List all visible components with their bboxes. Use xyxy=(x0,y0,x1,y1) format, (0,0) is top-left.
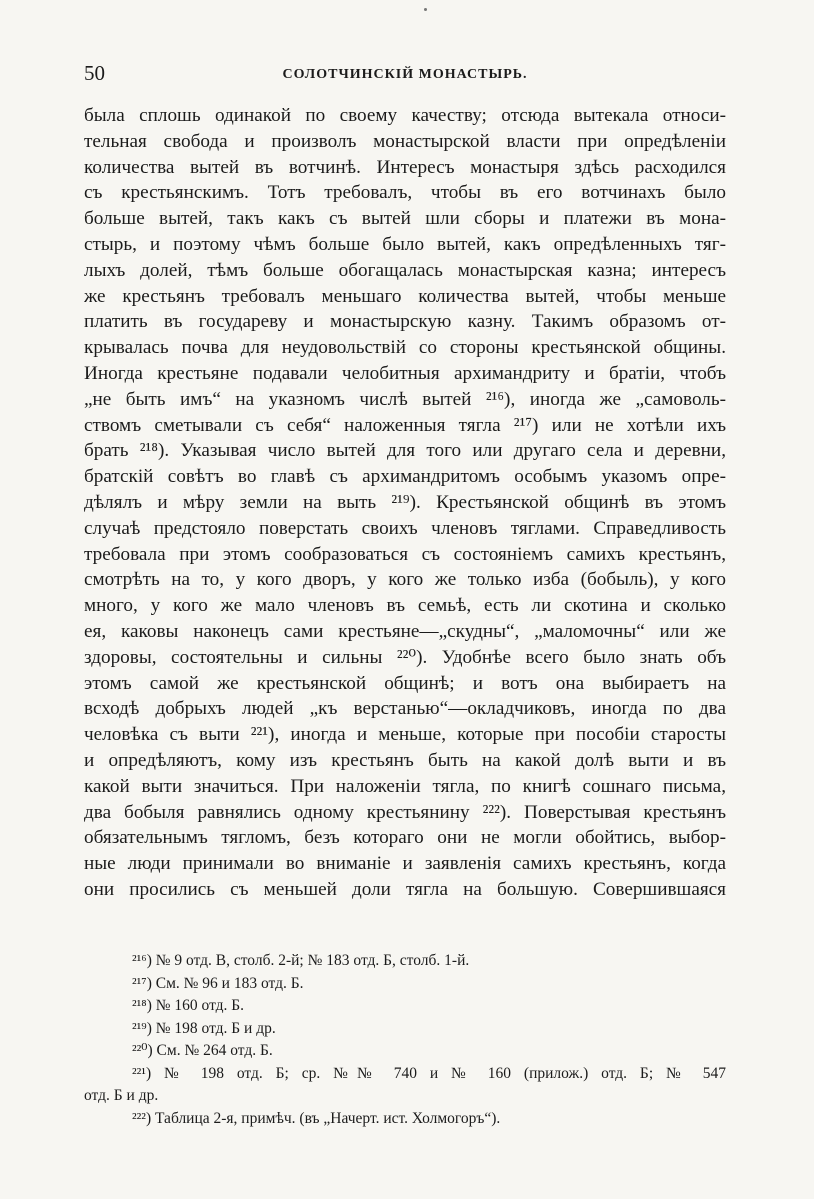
text-line: всходѣ добрыхъ людей „къ верстанью“—окладчиковъ, иногда по два xyxy=(84,698,726,720)
page-number: 50 xyxy=(84,61,105,85)
paper-speck xyxy=(424,8,427,11)
text-line: крывалась почва для неудовольствій со стороны крестьянской общины. xyxy=(84,337,726,359)
text-line: смотрѣть на то, у кого дворъ, у кого же только изба (бобыль), у кого xyxy=(84,569,726,591)
text-line: брать ²¹⁸). Указывая число вытей для того или другаго села и деревни, xyxy=(84,440,726,462)
text-line: ствомъ сметывали съ себя“ наложенныя тягла ²¹⁷) или не хотѣли ихъ xyxy=(84,414,726,436)
running-title: СОЛОТЧИНСКІЙ МОНАСТЫРЬ. xyxy=(282,67,528,82)
text-line: требовала при этомъ сообразоваться съ состояніемъ самихъ крестьянъ, xyxy=(84,543,726,565)
footnote: ²²⁰) См. № 264 отд. Б. xyxy=(132,1042,273,1059)
text-line: стырь, и поэтому чѣмъ больше было вытей, какъ опредѣленныхъ тяг- xyxy=(84,233,726,255)
text-line: человѣка съ выти ²²¹), иногда и меньше, которые при пособіи старосты xyxy=(84,724,726,746)
footnote: ²²²) Таблица 2-я, примѣч. (въ „Начерт. ист. Холмогоръ“). xyxy=(132,1109,501,1127)
text-line: этомъ самой же крестьянской общинѣ; и вотъ она выбираетъ на xyxy=(84,672,726,694)
text-line: больше вытей, такъ какъ съ вытей шли сборы и платежи въ мона- xyxy=(84,208,726,230)
text-line: случаѣ предстояло поверстать своихъ членовъ тяглами. Справедливость xyxy=(84,517,726,539)
main-text xyxy=(84,103,726,903)
text-line: съ крестьянскимъ. Тотъ требовалъ, чтобы въ его вотчинахъ было xyxy=(84,182,726,204)
text-line: количества вытей въ вотчинѣ. Интересъ монастыря здѣсь расходился xyxy=(84,156,726,178)
text-line: ея, каковы наконецъ сами крестьяне—„скудны“, „маломочны“ или же xyxy=(84,620,726,642)
text-line: „не быть имъ“ на указномъ числѣ вытей ²¹⁶), иногда же „самоволь- xyxy=(84,388,726,410)
footnote: ²¹⁶) № 9 отд. В, столб. 2-й; № 183 отд. Б, столб. 1-й. xyxy=(132,952,470,969)
text-line: два бобыля равнялись одному крестьянину ²²²). Поверстывая крестьянъ xyxy=(84,801,726,823)
text-line: братскій совѣтъ во главѣ съ архимандритомъ особымъ указомъ опре- xyxy=(84,466,726,488)
footnotes xyxy=(84,950,726,1130)
text-line: здоровы, состоятельны и сильны ²²⁰). Удобнѣе всего было знать объ xyxy=(84,646,726,668)
text-line: обязательнымъ тягломъ, безъ котораго они не могли обойтись, выбор- xyxy=(84,827,726,849)
footnote: ²¹⁸) № 160 отд. Б. xyxy=(132,997,245,1014)
text-line: они просились съ меньшей доли тягла на большую. Совершившаяся xyxy=(84,878,726,900)
text-line: же крестьянъ требовалъ меньшаго количества вытей, чтобы меньше xyxy=(84,285,726,307)
page-header xyxy=(84,58,726,88)
text-line: лыхъ долей, тѣмъ больше обогащалась монастырская казна; интересъ xyxy=(84,259,726,281)
text-line: много, у кого же мало членовъ въ семьѣ, есть ли скотина и сколько xyxy=(84,595,726,617)
text-line: и опредѣляютъ, кому изъ крестьянъ быть на какой долѣ выти и въ xyxy=(84,749,726,771)
footnote: ²¹⁷) См. № 96 и 183 отд. Б. xyxy=(132,974,304,992)
text-line: платить въ государеву и монастырскую казну. Такимъ образомъ от- xyxy=(84,311,726,333)
text-line: дѣлялъ и мѣру земли на выть ²¹⁹). Крестьянской общинѣ въ этомъ xyxy=(84,491,726,513)
text-line: была сплошь одинакой по своему качеству; отсюда вытекала относи- xyxy=(84,105,726,126)
text-line: тельная свобода и произволъ монастырской власти при опредѣленіи xyxy=(84,130,726,152)
text-line: Иногда крестьяне подавали челобитныя архимандриту и братіи, чтобъ xyxy=(84,362,726,384)
text-line: ные люди принимали во вниманіе и заявленія самихъ крестьянъ, когда xyxy=(84,853,726,875)
text-line: какой выти значиться. При наложеніи тягла, по книгѣ сошнаго письма, xyxy=(84,775,726,797)
footnote: ²²¹) № 198 отд. Б; ср. №№ 740 и № 160 (прилож.) отд. Б; № 547 xyxy=(132,1064,726,1082)
footnote: ²¹⁹) № 198 отд. Б и др. xyxy=(132,1019,276,1037)
footnote-continuation: отд. Б и др. xyxy=(84,1087,159,1104)
